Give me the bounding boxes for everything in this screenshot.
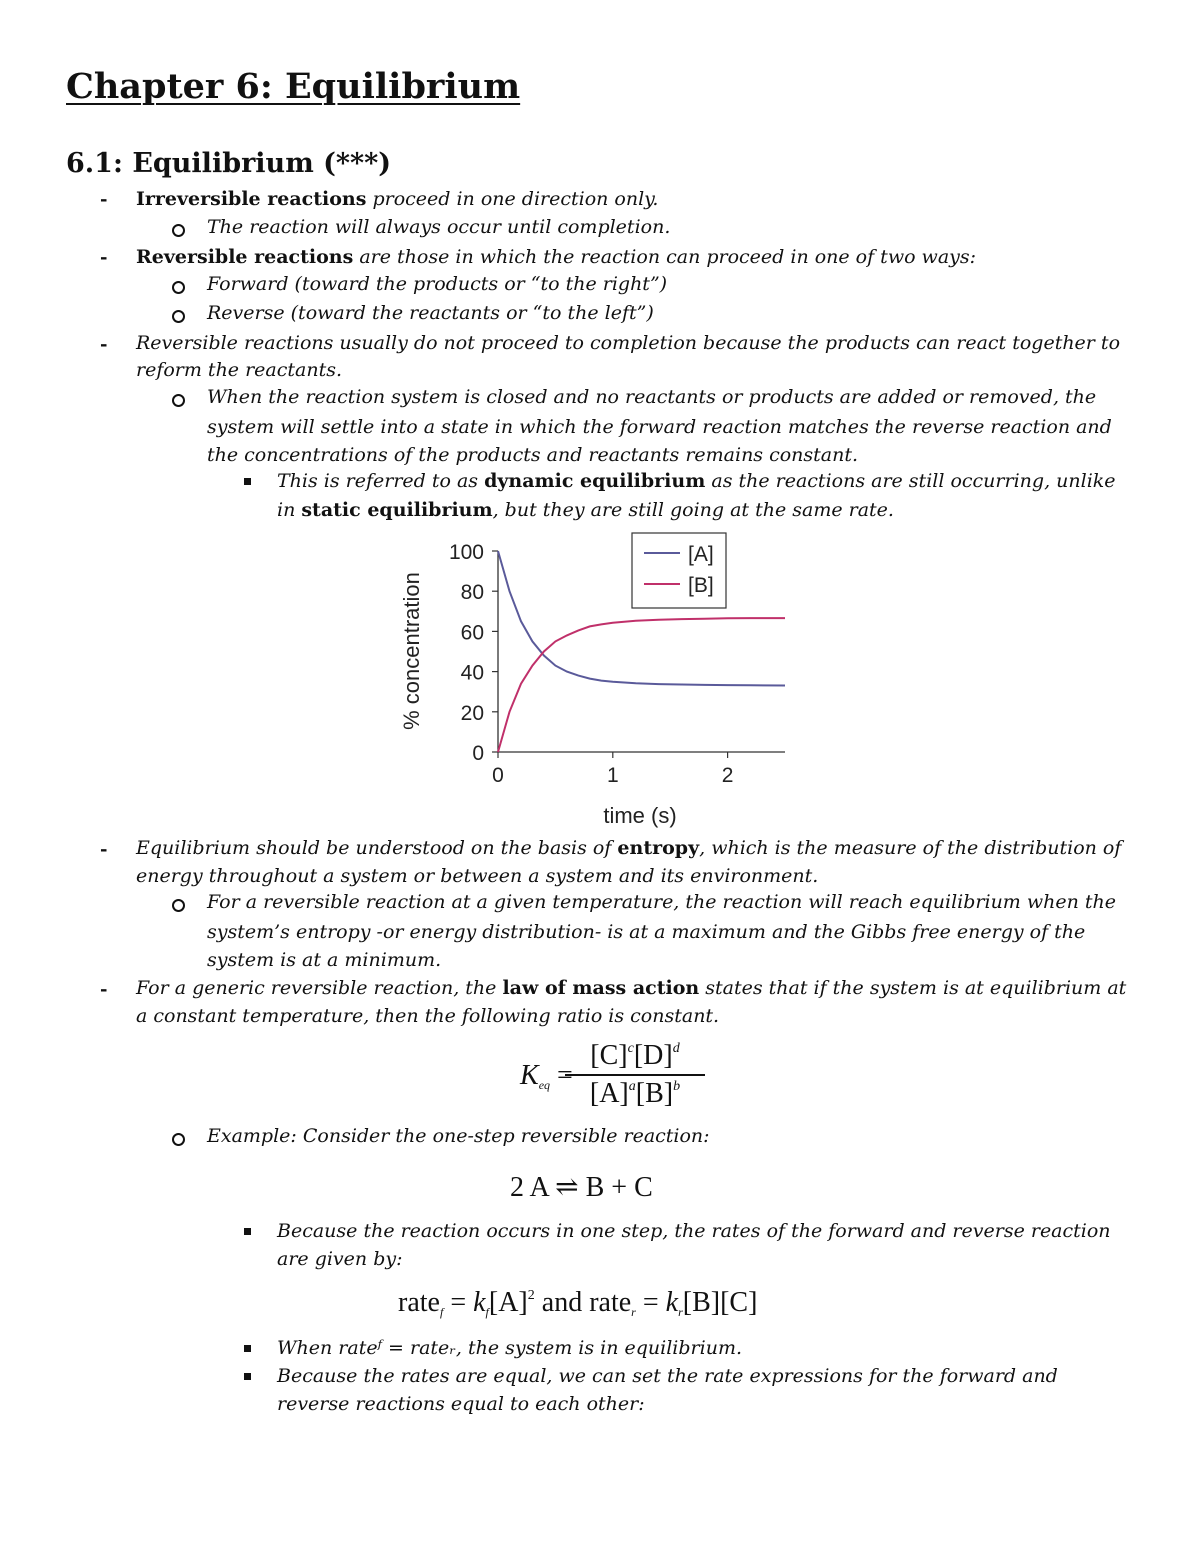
text-line: system will settle into a state in which the forward reaction matches the reverse reaction and xyxy=(207,416,1112,438)
x-tick-label: 0 xyxy=(492,764,504,787)
bullet-square xyxy=(244,478,251,485)
keq-denominator: $[A]^a[B]^b$ xyxy=(589,1078,681,1109)
bullet-dash: - xyxy=(100,979,108,1000)
text-line: Irreversible reactions proceed in one direction only. xyxy=(136,188,659,210)
bullet-circle xyxy=(172,899,185,912)
bullet-square xyxy=(244,1228,251,1235)
text-line: energy throughout a system or between a system and its environment. xyxy=(136,865,819,887)
y-tick-label: 20 xyxy=(460,701,484,725)
y-tick-label: 0 xyxy=(472,742,484,765)
text-line: The reaction will always occur until completion. xyxy=(207,216,671,238)
text-line: Example: Consider the one-step reversible reaction: xyxy=(207,1125,710,1147)
bullet-dash: - xyxy=(100,189,108,210)
y-axis-label-group xyxy=(399,572,424,730)
keq-symbol: $K_{eq}$ = xyxy=(520,1060,573,1092)
text-line: reverse reactions equal to each other: xyxy=(277,1393,645,1415)
bullet-circle xyxy=(172,394,185,407)
x-tick-label: 1 xyxy=(606,764,619,787)
text-line: For a generic reversible reaction, the law of mass action states that if the system is at equilibrium at xyxy=(136,977,1127,999)
text-line: When the reaction system is closed and no reactants or products are added or removed, the xyxy=(207,386,1097,408)
bullet-dash: - xyxy=(100,247,108,268)
keq-numerator: $[C]^c[D]^d$ xyxy=(565,1040,705,1076)
text-line: Reverse (toward the reactants or “to the left”) xyxy=(207,302,654,324)
text-line: are given by: xyxy=(277,1248,403,1270)
reaction-equation: 2 A ⇌ B + C xyxy=(510,1172,653,1203)
text-line: This is referred to as dynamic equilibrium as the reactions are still occurring, unlike xyxy=(277,470,1116,492)
text-line: Forward (toward the products or “to the right”) xyxy=(207,273,668,295)
bullet-circle xyxy=(172,1133,185,1146)
text-line: the concentrations of the products and reactants remains constant. xyxy=(207,444,859,466)
x-tick-label: 2 xyxy=(721,764,734,787)
bullet-square xyxy=(244,1345,251,1352)
text-line: Equilibrium should be understood on the basis of entropy, which is the measure of the distribution of xyxy=(136,837,1122,859)
text-line: system is at a minimum. xyxy=(207,949,442,971)
section-title: 6.1: Equilibrium (***) xyxy=(66,148,392,179)
y-tick-label: 100 xyxy=(448,541,484,564)
text-line: Reversible reactions are those in which the reaction can proceed in one of two ways: xyxy=(136,246,977,268)
y-axis-label: % concentration xyxy=(399,572,424,730)
text-line: in static equilibrium, but they are still going at the same rate. xyxy=(277,499,894,521)
bullet-dash: - xyxy=(100,839,108,860)
x-axis-label: time (s) xyxy=(603,803,677,828)
text-line: Because the reaction occurs in one step, the rates of the forward and reverse reaction xyxy=(277,1220,1111,1242)
rate-equation: rate$_f$ = $k_f[A]^2$ and rate$_r$ = $k_r[B][C]$ xyxy=(398,1287,758,1319)
bullet-circle xyxy=(172,281,185,294)
y-tick-label: 80 xyxy=(460,581,484,605)
chart-legend xyxy=(632,533,726,608)
legend-label: [B] xyxy=(688,574,714,597)
bullet-square xyxy=(244,1373,251,1380)
text-line: reform the reactants. xyxy=(136,359,343,381)
keq-fraction xyxy=(565,1040,705,1110)
legend-label: [A] xyxy=(688,543,714,566)
text-line: a constant temperature, then the following ratio is constant. xyxy=(136,1005,720,1027)
text-line: Reversible reactions usually do not proceed to completion because the products can react together to xyxy=(136,332,1121,354)
y-tick-label: 60 xyxy=(460,621,484,645)
text-line: For a reversible reaction at a given temperature, the reaction will reach equilibrium when the xyxy=(207,891,1116,913)
bullet-circle xyxy=(172,224,185,237)
bullet-dash: - xyxy=(100,334,108,355)
chapter-title: Chapter 6: Equilibrium xyxy=(66,66,521,107)
y-tick-label: 40 xyxy=(460,661,484,685)
text-line: When rateᶠ = rateᵣ, the system is in equilibrium. xyxy=(277,1337,742,1359)
text-line: Because the rates are equal, we can set the rate expressions for the forward and xyxy=(277,1365,1058,1387)
bullet-circle xyxy=(172,310,185,323)
concentration-chart xyxy=(390,525,800,835)
text-line: system’s entropy -or energy distribution- is at a maximum and the Gibbs free energy of the xyxy=(207,921,1086,943)
